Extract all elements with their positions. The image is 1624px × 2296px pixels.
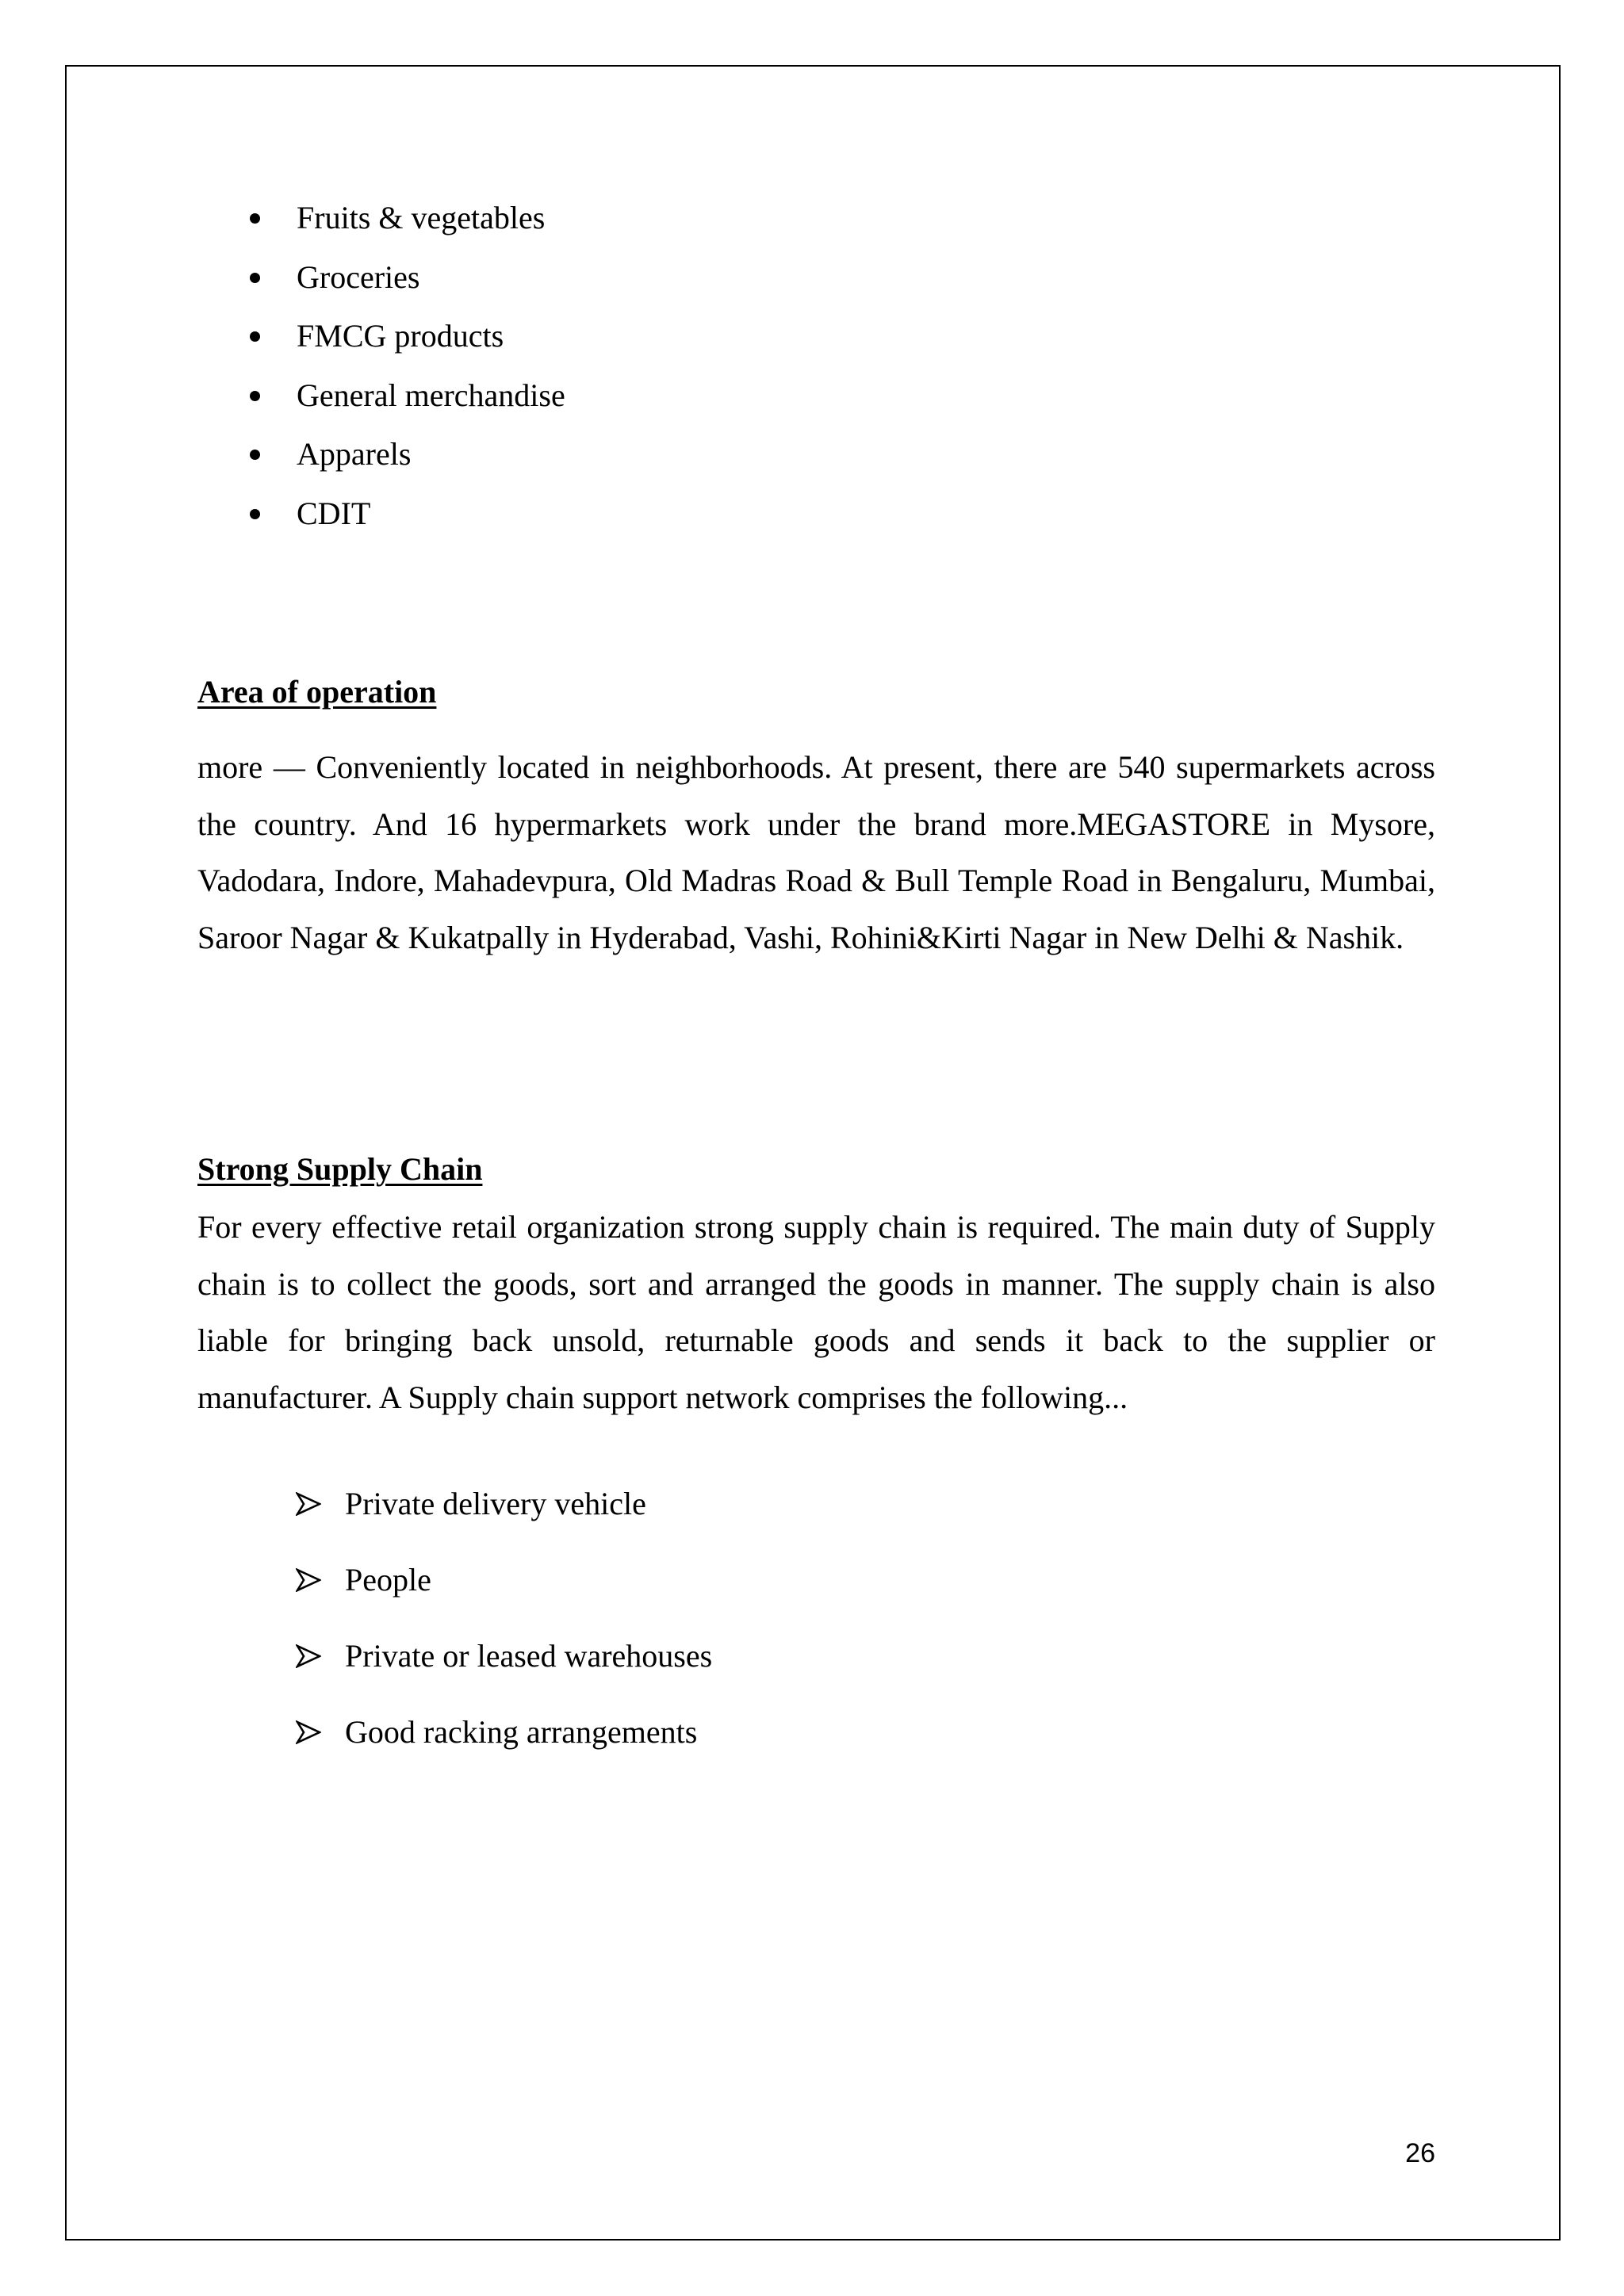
product-category-list bbox=[197, 195, 565, 549]
page-number: 26 bbox=[1405, 2138, 1435, 2168]
supply-chain-paragraph: For every effective retail organization strong supply chain is required. The main duty of Supply chain is to collect the goods, sort and arranged the goods in manner. The supply chain is also liable for bringing back unsold, returnable goods and sends it back to the supplier or manufacturer. A Supply chain support network comprises the following... bbox=[197, 1209, 1435, 1415]
list-item-label: Groceries bbox=[297, 258, 420, 295]
list-item bbox=[197, 373, 565, 432]
bullet-dot-icon bbox=[250, 391, 260, 401]
list-item-label: People bbox=[345, 1562, 431, 1598]
list-item-label: Good racking arrangements bbox=[345, 1714, 698, 1750]
bullet-dot-icon bbox=[250, 273, 260, 283]
list-item bbox=[197, 491, 565, 550]
list-item-label: FMCG products bbox=[297, 318, 504, 354]
arrow-bullet-icon bbox=[296, 1644, 321, 1668]
arrow-bullet-icon bbox=[296, 1492, 321, 1516]
supply-network-list bbox=[197, 1481, 712, 1785]
bullet-dot-icon bbox=[250, 450, 260, 460]
list-item-label: Private or leased warehouses bbox=[345, 1638, 713, 1674]
list-item bbox=[197, 1633, 712, 1709]
list-item bbox=[197, 1481, 712, 1557]
arrow-bullet-icon bbox=[296, 1568, 321, 1592]
list-item bbox=[197, 254, 565, 314]
list-item bbox=[197, 431, 565, 491]
arrow-bullet-icon bbox=[296, 1720, 321, 1744]
list-item bbox=[197, 313, 565, 373]
bullet-dot-icon bbox=[250, 509, 260, 519]
list-item-label: CDIT bbox=[297, 495, 371, 531]
list-item bbox=[197, 195, 565, 254]
bullet-dot-icon bbox=[250, 331, 260, 342]
area-of-operation-heading: Area of operation bbox=[197, 674, 437, 710]
list-item-label: Apparels bbox=[297, 436, 412, 472]
list-item bbox=[197, 1709, 712, 1785]
list-item-label: General merchandise bbox=[297, 377, 565, 413]
list-item-label: Private delivery vehicle bbox=[345, 1486, 646, 1521]
list-item bbox=[197, 1557, 712, 1633]
area-of-operation-paragraph: more ― Conveniently located in neighborhoods. At present, there are 540 supermarkets across the country. And 16 hypermarkets work under the brand more.MEGASTORE in Mysore, Vadodara, Indore, Mahadevpura, Old Madras Road & Bull Temple Road in Bengaluru, Mumbai, Saroor Nagar & Kukatpally in Hyderabad, Vashi, Rohini&Kirti Nagar in New Delhi & Nashik. bbox=[197, 749, 1435, 955]
list-item-label: Fruits & vegetables bbox=[297, 200, 546, 235]
supply-chain-heading: Strong Supply Chain bbox=[197, 1151, 483, 1187]
bullet-dot-icon bbox=[250, 213, 260, 224]
